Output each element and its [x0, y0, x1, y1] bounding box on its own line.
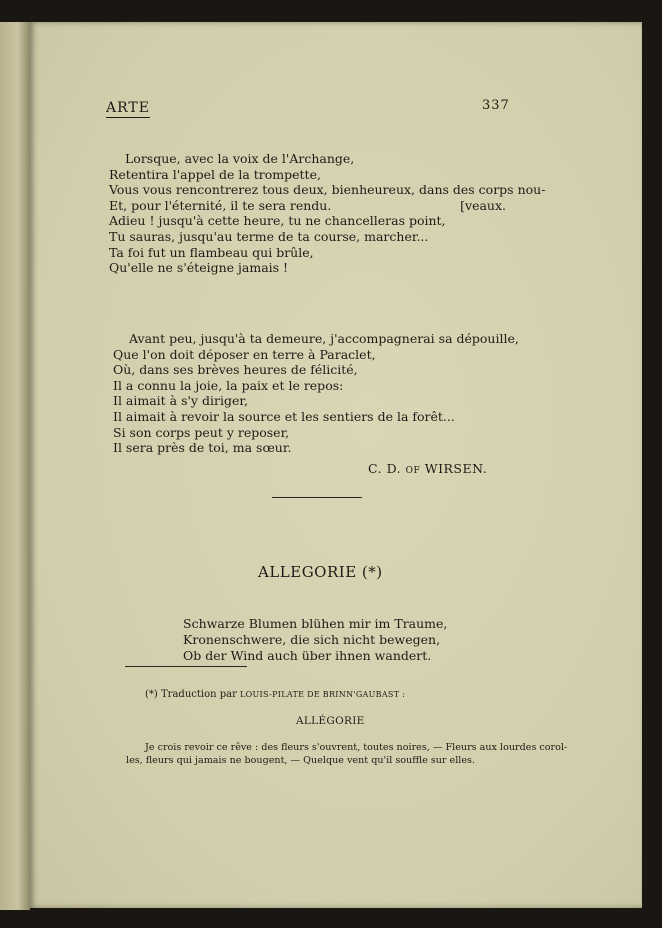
- poem-line: [109, 198, 506, 214]
- book-page: [30, 22, 642, 908]
- german-poem: [183, 616, 483, 664]
- poem-stanza-2: [113, 331, 519, 456]
- poem-line: Adieu ! jusqu'à cette heure, tu ne chancelleras point,: [109, 213, 446, 229]
- poem-line: Qu'elle ne s'éteigne jamais !: [109, 260, 289, 276]
- poem-line: Si son corps peut y reposer,: [113, 424, 290, 440]
- poem-line: Kronenschwere, die sich nicht bewegen,: [183, 632, 441, 647]
- poem-line: Il aimait à revoir la source et les sentiers de la forêt...: [113, 408, 455, 424]
- poem-line: Ob der Wind auch über ihnen wandert.: [183, 648, 432, 663]
- author-initials: C. D.: [368, 461, 402, 476]
- author-signature: [368, 461, 487, 476]
- poem-line: Où, dans ses brèves heures de félicité,: [113, 362, 358, 378]
- footnote-line: Je crois revoir ce rêve : des fleurs s'ouvrent, toutes noires, — Fleurs aux lourdes corol-: [145, 742, 568, 753]
- footnote-line: les, fleurs qui jamais ne bougent, — Quelque vent qu'il souffle sur elles.: [126, 755, 476, 766]
- poem-line: Avant peu, jusqu'à ta demeure, j'accompagnerai sa dépouille,: [129, 331, 519, 346]
- footnote-intro: Traduction par: [161, 689, 237, 700]
- section-title: ALLEGORIE (*): [258, 563, 383, 581]
- running-head: ARTE: [106, 100, 150, 116]
- poem-line: Il a connu la joie, la paix et le repos:: [113, 377, 344, 393]
- scan-border-right: [642, 0, 662, 928]
- poem-line: Ta foi fut un flambeau qui brûle,: [109, 244, 314, 260]
- poem-stanza-1: [109, 151, 546, 276]
- poem-line: Schwarze Blumen blühen mir im Traume,: [183, 616, 448, 631]
- section-divider: [272, 497, 362, 498]
- scan-border-top: [0, 0, 662, 22]
- poem-line: Que l'on doit déposer en terre à Paraclet,: [113, 346, 376, 362]
- poem-line: Vous vous rencontrerez tous deux, bienheureux, dans des corps nou-: [109, 182, 546, 198]
- footnote-title: ALLÉGORIE: [296, 715, 365, 727]
- page-number: 337: [482, 98, 510, 113]
- poem-line: Il sera près de toi, ma sœur.: [113, 440, 292, 456]
- author-particle: OF: [405, 466, 421, 476]
- poem-line: Tu sauras, jusqu'au terme de ta course, marcher...: [109, 228, 429, 244]
- poem-line: Retentira l'appel de la trompette,: [109, 166, 321, 182]
- poem-line-overflow: [veaux.: [460, 197, 506, 213]
- footnote-body: [126, 741, 568, 767]
- scan-border-bottom: [0, 908, 662, 928]
- poem-line-text: Et, pour l'éternité, il te sera rendu.: [109, 197, 332, 213]
- poem-line: Il aimait à s'y diriger,: [113, 393, 248, 409]
- footnote-marker: (*): [145, 689, 158, 700]
- facing-page-edge: [0, 22, 30, 910]
- footnote-credit: [145, 689, 405, 700]
- poem-line: Lorsque, avec la voix de l'Archange,: [125, 151, 355, 166]
- footnote-translator: LOUIS-PILATE DE BRINN'GAUBAST :: [240, 690, 406, 699]
- author-surname: WIRSEN.: [424, 461, 488, 476]
- footnote-rule: [125, 666, 247, 667]
